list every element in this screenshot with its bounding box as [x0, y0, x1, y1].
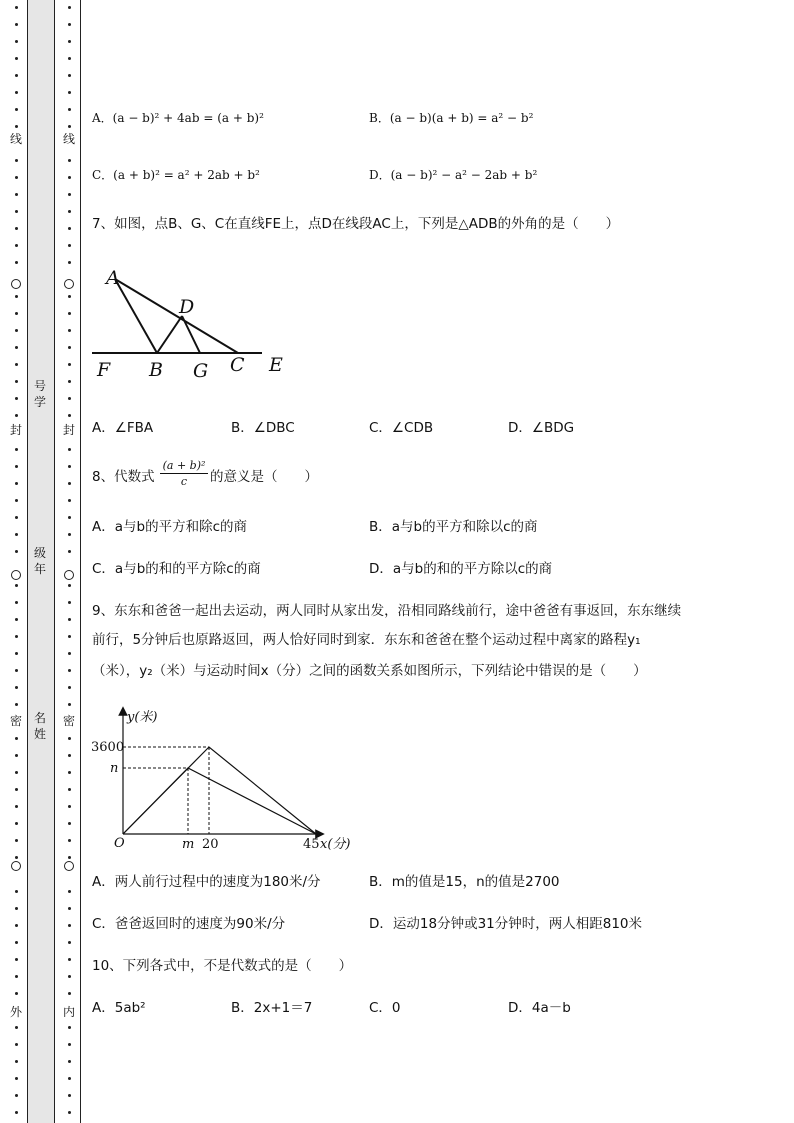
- margin-dot: [15, 74, 18, 77]
- margin-dot: [15, 992, 18, 995]
- margin-dot: [15, 618, 18, 621]
- margin-dot: [68, 754, 71, 757]
- margin-dot: [15, 856, 18, 859]
- margin-dot: [68, 295, 71, 298]
- margin-dot: [68, 210, 71, 213]
- q8-option-b: B．a与b的平方和除以c的商: [369, 519, 538, 535]
- margin-dot: [15, 108, 18, 111]
- margin-dot: [15, 1026, 18, 1029]
- margin-dot: [15, 40, 18, 43]
- q8-stem-prefix: 8、代数式: [92, 469, 155, 485]
- margin-dot: [68, 550, 71, 553]
- margin-dot: [15, 482, 18, 485]
- q10-option-b: B．2x+1＝7: [231, 1000, 313, 1016]
- margin-circle: [11, 861, 21, 871]
- margin-dot: [15, 533, 18, 536]
- margin-dot: [15, 6, 18, 9]
- margin-dot: [15, 890, 18, 893]
- field-label-name: 名姓: [33, 711, 46, 741]
- margin-dot: [15, 516, 18, 519]
- margin-dot: [15, 125, 18, 128]
- margin-dot: [68, 890, 71, 893]
- margin-dot: [15, 499, 18, 502]
- margin-dot: [68, 6, 71, 9]
- margin-dot: [15, 958, 18, 961]
- q9-option-a: A．两人前行过程中的速度为180米/分: [92, 874, 321, 890]
- margin-dot: [68, 329, 71, 332]
- q7-option-a: A．∠FBA: [92, 420, 154, 436]
- segment-dg: [182, 316, 200, 353]
- margin-dot: [68, 244, 71, 247]
- margin-dot: [68, 941, 71, 944]
- margin-dot: [68, 1094, 71, 1097]
- margin-dot: [68, 771, 71, 774]
- margin-dot: [15, 754, 18, 757]
- graph-tick-20: 20: [202, 837, 219, 852]
- field-label-grade: 级年: [33, 546, 46, 576]
- margin-dot: [68, 703, 71, 706]
- margin-dot: [15, 380, 18, 383]
- segment-bd: [157, 316, 182, 353]
- graph-line-y1: [123, 747, 316, 834]
- margin-dot: [68, 601, 71, 604]
- q9-option-d: D．运动18分钟或31分钟时，两人相距810米: [369, 916, 643, 932]
- margin-label-wai: 外: [9, 1005, 22, 1019]
- margin-dot: [68, 176, 71, 179]
- margin-dot: [68, 856, 71, 859]
- q8-fraction-numerator: (a + b)²: [160, 459, 208, 474]
- margin-dot: [68, 261, 71, 264]
- margin-dot: [68, 227, 71, 230]
- q10-option-c: C．0: [369, 1000, 401, 1016]
- margin-dot: [68, 958, 71, 961]
- q8-fraction-denominator: c: [180, 475, 188, 488]
- margin-dot: [15, 23, 18, 26]
- margin-dot: [68, 635, 71, 638]
- margin-dot: [15, 1043, 18, 1046]
- q6-option-d: D．(a − b)² − a² − 2ab + b²: [369, 168, 538, 182]
- margin-circle: [64, 570, 74, 580]
- q7-option-b: B．∠DBC: [231, 420, 295, 436]
- margin-dot: [15, 686, 18, 689]
- margin-dot: [68, 533, 71, 536]
- margin-dot: [68, 1043, 71, 1046]
- q8-option-a: A．a与b的平方和除c的商: [92, 519, 247, 535]
- margin-dot: [68, 74, 71, 77]
- q8-option-c: C．a与b的和的平方除c的商: [92, 561, 261, 577]
- point-label-b: B: [149, 359, 163, 381]
- graph-tick-3600: 3600: [91, 740, 125, 755]
- margin-dot: [68, 516, 71, 519]
- margin-label-mi: 密: [9, 714, 22, 728]
- margin-dot: [68, 907, 71, 910]
- point-label-a: A: [106, 267, 120, 289]
- margin-dot: [15, 907, 18, 910]
- margin-dot: [15, 601, 18, 604]
- margin-dot: [68, 465, 71, 468]
- margin-dot: [68, 618, 71, 621]
- margin-dot: [68, 193, 71, 196]
- q6-option-c: C．(a + b)² = a² + 2ab + b²: [92, 168, 260, 182]
- margin-dot: [15, 397, 18, 400]
- point-label-f: F: [97, 359, 111, 381]
- margin-dot: [68, 1077, 71, 1080]
- margin-dot: [68, 839, 71, 842]
- margin-dot: [68, 822, 71, 825]
- margin-dot: [68, 924, 71, 927]
- margin-dot: [68, 584, 71, 587]
- margin-label-mi-inner: 密: [62, 714, 75, 728]
- graph-origin: O: [114, 836, 125, 851]
- margin-dot: [15, 57, 18, 60]
- margin-dot: [15, 771, 18, 774]
- margin-label-feng: 封: [9, 423, 22, 437]
- graph-tick-m: m: [182, 837, 195, 852]
- q6-option-a: A．(a − b)² + 4ab = (a + b)²: [92, 111, 264, 125]
- q7-option-c: C．∠CDB: [369, 420, 434, 436]
- graph-ylabel: y(米): [127, 710, 158, 725]
- margin-dot: [68, 125, 71, 128]
- margin-dot: [15, 414, 18, 417]
- q8-fraction: [160, 459, 208, 488]
- margin-dot: [15, 788, 18, 791]
- margin-dot: [68, 346, 71, 349]
- margin-circle: [11, 279, 21, 289]
- margin-dot: [68, 669, 71, 672]
- margin-dot: [15, 261, 18, 264]
- margin-dot: [68, 1026, 71, 1029]
- margin-dot: [15, 91, 18, 94]
- margin-dot: [15, 822, 18, 825]
- margin-dot: [68, 448, 71, 451]
- margin-dot: [15, 448, 18, 451]
- field-label-number: 号学: [33, 379, 46, 409]
- margin-label-xian-inner: 线: [62, 132, 75, 146]
- margin-dot: [68, 1060, 71, 1063]
- q8-option-d: D．a与b的和的平方除以c的商: [369, 561, 553, 577]
- margin-dot: [15, 737, 18, 740]
- margin-dot: [68, 686, 71, 689]
- margin-dot: [68, 57, 71, 60]
- margin-circle: [11, 570, 21, 580]
- margin-dot: [68, 23, 71, 26]
- point-label-c: C: [230, 354, 245, 376]
- q9-stem-line1: 9、东东和爸爸一起出去运动，两人同时从家出发，沿相同路线前行，途中爸爸有事返回，东东继续: [92, 603, 682, 619]
- margin-dot: [15, 465, 18, 468]
- margin-dot: [68, 499, 71, 502]
- margin-dot: [68, 1111, 71, 1114]
- margin-dot: [15, 941, 18, 944]
- q8-stem-suffix: 的意义是（ ）: [210, 469, 318, 485]
- margin-dot: [15, 363, 18, 366]
- q9-stem-line2: 前行，5分钟后也原路返回，两人恰好同时到家．东东和爸爸在整个运动过程中离家的路程y₁: [92, 632, 641, 648]
- q7-triangle-figure: [88, 262, 298, 382]
- margin-dot: [15, 176, 18, 179]
- q9-stem-line3: （米），y₂（米）与运动时间x（分）之间的函数关系如图所示，下列结论中错误的是（ ）: [92, 663, 647, 679]
- margin-dot: [15, 924, 18, 927]
- margin-circle: [64, 861, 74, 871]
- point-label-d: D: [179, 296, 195, 318]
- point-label-g: G: [193, 360, 209, 382]
- q7-option-d: D．∠BDG: [508, 420, 575, 436]
- margin-dot: [15, 295, 18, 298]
- margin-dot: [15, 227, 18, 230]
- segment-ac: [115, 279, 238, 353]
- margin-dot: [15, 839, 18, 842]
- margin-dot: [15, 669, 18, 672]
- margin-dot: [68, 40, 71, 43]
- margin-dot: [15, 329, 18, 332]
- margin-dot: [68, 380, 71, 383]
- margin-dot: [68, 312, 71, 315]
- q6-option-b: B．(a − b)(a + b) = a² − b²: [369, 111, 534, 125]
- graph-line-y2: [123, 768, 316, 834]
- margin-dot: [68, 363, 71, 366]
- margin-dot: [68, 108, 71, 111]
- margin-dot: [15, 346, 18, 349]
- margin-dot: [15, 1111, 18, 1114]
- q10-option-d: D．4a－b: [508, 1000, 571, 1016]
- q9-option-c: C．爸爸返回时的速度为90米/分: [92, 916, 286, 932]
- margin-dot: [15, 703, 18, 706]
- margin-dot: [68, 652, 71, 655]
- margin-label-xian: 线: [9, 132, 22, 146]
- margin-dot: [15, 805, 18, 808]
- margin-dot: [15, 652, 18, 655]
- margin-dot: [15, 584, 18, 587]
- margin-dot: [15, 312, 18, 315]
- margin-dot: [15, 975, 18, 978]
- margin-dot: [68, 91, 71, 94]
- margin-dot: [15, 159, 18, 162]
- margin-dot: [15, 210, 18, 213]
- graph-tick-n: n: [110, 761, 119, 776]
- margin-dot: [68, 992, 71, 995]
- margin-dot: [15, 193, 18, 196]
- point-label-e: E: [269, 354, 283, 376]
- margin-circle: [64, 279, 74, 289]
- graph-tick-45: 45: [303, 837, 320, 852]
- segment-ab: [115, 279, 157, 353]
- margin-dot: [15, 1077, 18, 1080]
- margin-dot: [68, 414, 71, 417]
- q7-stem: 7、如图，点B、G、C在直线FE上，点D在线段AC上，下列是△ADB的外角的是（ ）: [92, 216, 620, 232]
- margin-dot: [68, 159, 71, 162]
- margin-dot: [68, 397, 71, 400]
- q10-stem: 10、下列各式中，不是代数式的是（ ）: [92, 958, 353, 974]
- margin-dot: [15, 550, 18, 553]
- margin-label-nei: 内: [62, 1005, 75, 1019]
- q10-option-a: A．5ab²: [92, 1000, 146, 1016]
- margin-dot: [15, 244, 18, 247]
- margin-dot: [68, 737, 71, 740]
- margin-dot: [68, 975, 71, 978]
- margin-label-feng-inner: 封: [62, 423, 75, 437]
- margin-dot: [15, 635, 18, 638]
- q9-function-graph: [88, 703, 358, 855]
- q9-option-b: B．m的值是15，n的值是2700: [369, 874, 560, 890]
- margin-dot: [68, 805, 71, 808]
- margin-dot: [15, 1094, 18, 1097]
- margin-dot: [68, 788, 71, 791]
- graph-xlabel: x(分): [320, 837, 351, 852]
- margin-rule: [80, 0, 81, 1123]
- margin-dot: [15, 1060, 18, 1063]
- margin-dot: [68, 482, 71, 485]
